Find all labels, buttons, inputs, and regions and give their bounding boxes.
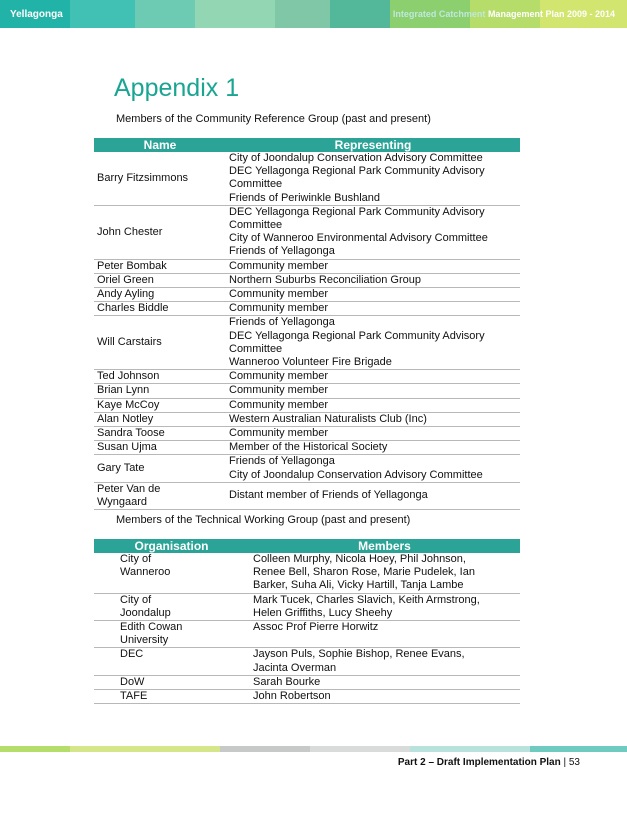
cell-line: Wyngaard [97,496,148,509]
crg-row [94,482,520,509]
members [249,690,520,704]
header-color-segment [70,0,135,28]
member-representing [226,370,520,384]
cell-line: Barker, Suha Ali, Vicky Hartill, Tanja Lambe [253,579,464,592]
cell-line: Sandra Toose [97,427,165,440]
cell-line: Helen Griffiths, Lucy Sheehy [253,606,393,619]
members [249,648,520,675]
member-name [94,441,226,455]
footer-color-segment [310,746,410,752]
member-name [94,412,226,426]
header-color-segment [195,0,275,28]
cell-line: Edith Cowan [120,621,183,634]
header-color-segment [275,0,330,28]
cell-line: Friends of Yellagonga [229,245,335,258]
cell-line: Peter Bombak [97,259,167,272]
cell-line: Ted Johnson [97,370,160,383]
twg-table-body [94,553,520,704]
crg-row [94,316,520,370]
twg-row [94,690,520,704]
member-representing [226,455,520,482]
crg-table [94,138,520,510]
member-representing [226,398,520,412]
cell-line: Committee [229,178,283,191]
footer-separator: | [560,757,569,768]
header-right-faint: Integrated Catchment [392,9,486,19]
crg-row [94,288,520,302]
member-representing [226,412,520,426]
cell-line: Barry Fitzsimmons [97,171,189,184]
cell-line: City of Joondalup Conservation Advisory Committee [229,152,483,164]
footer-color-segment [0,746,70,752]
members [249,593,520,620]
cell-line: City of Wanneroo Environmental Advisory Committee [229,232,488,245]
twg-header-members: Members [249,539,520,553]
cell-line: Community member [229,302,329,315]
crg-row [94,441,520,455]
cell-line: DoW [120,675,145,688]
cell-line: Friends of Periwinkle Bushland [229,191,381,204]
cell-line: DEC Yellagonga Regional Park Community Advisory [229,205,485,218]
crg-row [94,205,520,259]
member-representing [226,152,520,205]
cell-line: Sarah Bourke [253,675,321,688]
crg-header-representing: Representing [226,138,520,152]
crg-row [94,370,520,384]
cell-line: Gary Tate [97,462,145,475]
page-title: Appendix 1 [114,74,240,102]
twg-row [94,621,520,648]
member-name [94,398,226,412]
header-right-main: Management Plan 2009 - 2014 [487,9,615,19]
footer-section: Part 2 – Draft Implementation Plan [397,757,561,768]
cell-line: City of [120,553,152,565]
header-color-segment [330,0,390,28]
organisation [94,553,249,593]
cell-line: Jacinta Overman [253,661,337,674]
member-representing [226,205,520,259]
cell-line: Western Australian Naturalists Club (Inc) [229,412,427,425]
footer-band [0,746,627,752]
cell-line: Peter Van de [97,482,161,495]
member-representing [226,288,520,302]
crg-row [94,273,520,287]
cell-line: Charles Biddle [97,302,169,315]
cell-line: Community member [229,288,329,301]
cell-line: TAFE [120,690,148,703]
footer-text [398,757,580,768]
crg-table-body [94,152,520,510]
organisation [94,690,249,704]
cell-line: Joondalup [120,606,171,619]
cell-line: Jayson Puls, Sophie Bishop, Renee Evans, [253,648,465,661]
member-representing [226,441,520,455]
crg-row [94,455,520,482]
cell-line: University [120,634,169,647]
cell-line: Distant member of Friends of Yellagonga [229,489,428,502]
crg-intro: Members of the Community Reference Group (past and present) [116,113,431,125]
cell-line: Member of the Historical Society [229,441,388,454]
cell-line: John Chester [97,225,163,238]
member-name [94,482,226,509]
cell-line: Community member [229,370,329,383]
twg-intro: Members of the Technical Working Group (past and present) [116,514,411,526]
member-name [94,205,226,259]
member-name [94,370,226,384]
cell-line: Community member [229,384,329,397]
member-name [94,273,226,287]
cell-line: Committee [229,219,283,232]
member-name [94,455,226,482]
member-name [94,427,226,441]
member-name [94,259,226,273]
member-name [94,302,226,316]
crg-row [94,398,520,412]
cell-line: Mark Tucek, Charles Slavich, Keith Armstrong, [253,593,480,606]
footer-color-segment [220,746,310,752]
header-left-title: Yellagonga [10,9,63,20]
crg-header-name: Name [94,138,226,152]
twg-row [94,593,520,620]
cell-line: DEC Yellagonga Regional Park Community Advisory [229,329,485,342]
cell-line: Friends of Yellagonga [229,316,335,329]
cell-line: Alan Notley [97,412,154,425]
footer-color-segment [410,746,530,752]
organisation [94,593,249,620]
twg-row [94,675,520,689]
cell-line: City of Joondalup Conservation Advisory Committee [229,468,483,481]
member-representing [226,302,520,316]
member-representing [226,259,520,273]
cell-line: Community member [229,259,329,272]
cell-line: Brian Lynn [97,384,150,397]
crg-header-row [94,138,520,152]
cell-line: John Robertson [253,690,331,703]
organisation [94,648,249,675]
cell-line: Committee [229,342,283,355]
crg-row [94,152,520,205]
crg-row [94,412,520,426]
header-right-title [393,9,615,19]
cell-line: Northern Suburbs Reconciliation Group [229,273,421,286]
organisation [94,675,249,689]
cell-line: DEC [120,648,144,661]
cell-line: Community member [229,427,329,440]
member-representing [226,384,520,398]
twg-header-organisation: Organisation [94,539,249,553]
page-number: 53 [568,757,580,768]
organisation [94,621,249,648]
member-name [94,384,226,398]
header-color-segment [135,0,195,28]
members [249,675,520,689]
cell-line: Wanneroo [120,566,171,579]
member-name [94,316,226,370]
member-representing [226,273,520,287]
member-representing [226,316,520,370]
member-representing [226,482,520,509]
members [249,553,520,593]
member-representing [226,427,520,441]
crg-row [94,384,520,398]
cell-line: Assoc Prof Pierre Horwitz [253,621,379,634]
cell-line: DEC Yellagonga Regional Park Community Advisory [229,165,485,178]
footer-color-segment [70,746,220,752]
member-name [94,152,226,205]
cell-line: Susan Ujma [97,441,157,454]
crg-row [94,302,520,316]
cell-line: Wanneroo Volunteer Fire Brigade [229,356,392,369]
cell-line: Will Carstairs [97,336,162,349]
cell-line: Community member [229,398,329,411]
cell-line: Andy Ayling [97,288,155,301]
cell-line: Oriel Green [97,273,154,286]
cell-line: Renee Bell, Sharon Rose, Marie Pudelek, Ian [253,566,475,579]
footer-color-segment [530,746,627,752]
twg-row [94,553,520,593]
twg-row [94,648,520,675]
cell-line: Friends of Yellagonga [229,455,335,468]
cell-line: City of [120,593,152,606]
twg-table [94,539,520,704]
crg-row [94,259,520,273]
cell-line: Colleen Murphy, Nicola Hoey, Phil Johnson, [253,553,466,565]
member-name [94,288,226,302]
twg-header-row [94,539,520,553]
cell-line: Kaye McCoy [97,398,160,411]
crg-row [94,427,520,441]
members [249,621,520,648]
